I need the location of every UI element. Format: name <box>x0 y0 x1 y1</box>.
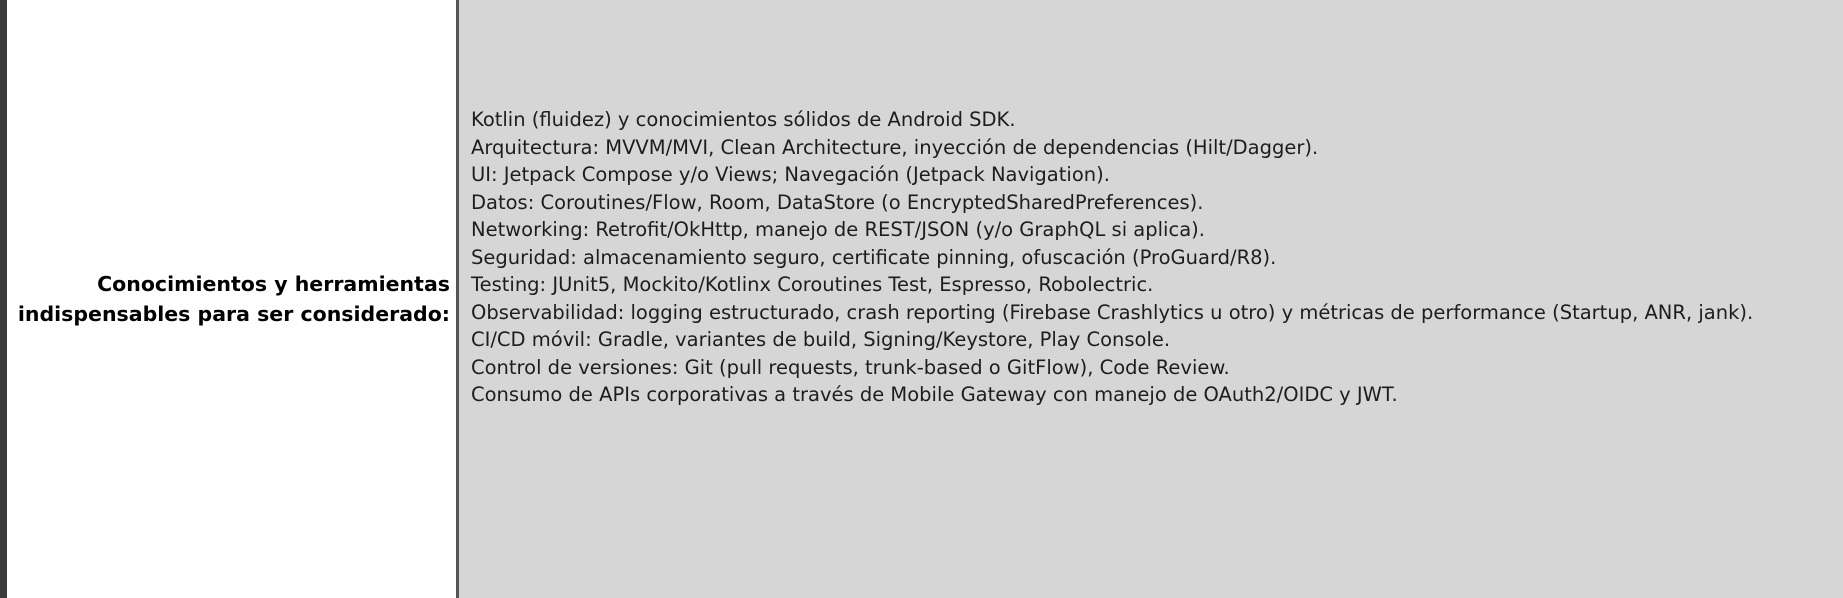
table-row-label-cell <box>7 0 459 598</box>
list-item: UI: Jetpack Compose y/o Views; Navegación (Jetpack Navigation). <box>471 163 1110 186</box>
list-item: CI/CD móvil: Gradle, variantes de build, Signing/Keystore, Play Console. <box>471 328 1171 351</box>
requirements-table <box>7 0 1843 598</box>
list-item: Networking: Retrofit/OkHttp, manejo de REST/JSON (y/o GraphQL si aplica). <box>471 218 1205 241</box>
page-left-border <box>0 0 7 598</box>
requirements-list <box>471 106 1829 409</box>
requirements-label: Conocimientos y herramientas indispensables para ser considerado: <box>17 272 450 326</box>
list-item: Testing: JUnit5, Mockito/Kotlinx Coroutines Test, Espresso, Robolectric. <box>471 273 1154 296</box>
list-item: Datos: Coroutines/Flow, Room, DataStore (o EncryptedSharedPreferences). <box>471 190 1204 214</box>
list-item: Kotlin (fluidez) y conocimientos sólidos de Android SDK. <box>471 108 1016 131</box>
list-item: Arquitectura: MVVM/MVI, Clean Architecture, inyección de dependencias (Hilt/Dagger). <box>471 135 1319 159</box>
table-row-content-cell <box>459 0 1843 598</box>
list-item: Control de versiones: Git (pull requests, trunk-based o GitFlow), Code Review. <box>471 355 1230 379</box>
list-item: Consumo de APIs corporativas a través de Mobile Gateway con manejo de OAuth2/OIDC y JWT. <box>471 383 1398 406</box>
content-top-clipped-text <box>471 8 591 10</box>
list-item: Observabilidad: logging estructurado, crash reporting (Firebase Crashlytics u otro) y métricas de performance (Startup, ANR, jank). <box>471 300 1754 324</box>
list-item: Seguridad: almacenamiento seguro, certificate pinning, ofuscación (ProGuard/R8). <box>471 245 1277 269</box>
